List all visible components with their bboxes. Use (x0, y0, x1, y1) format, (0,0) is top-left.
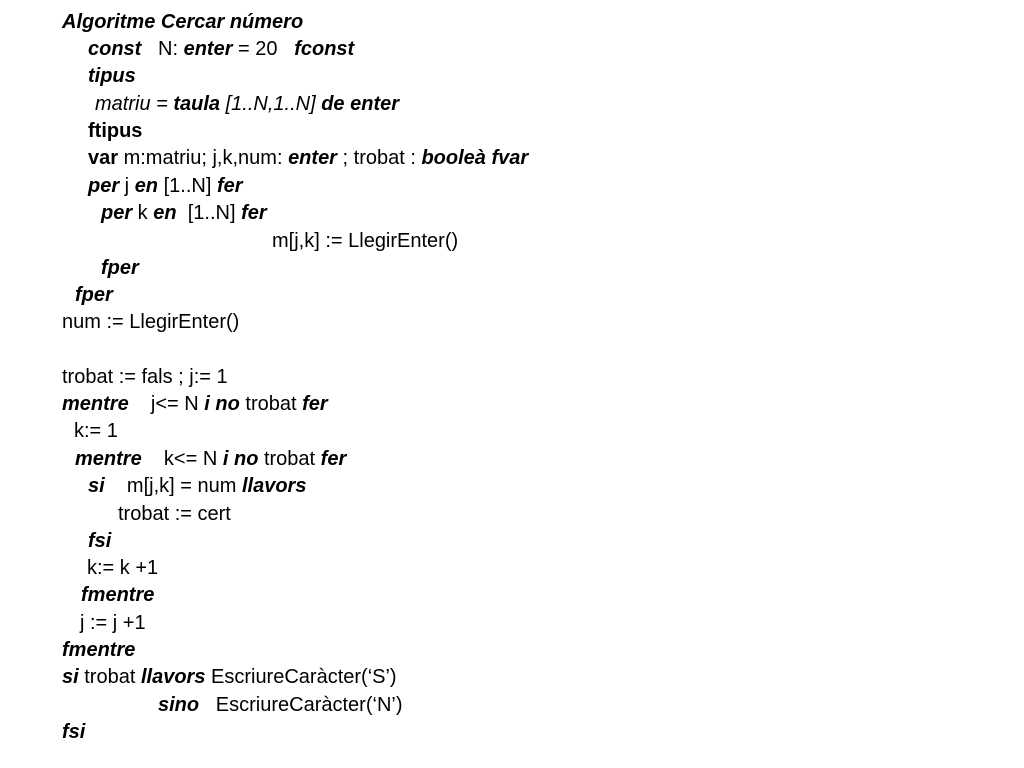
code-line (88, 37, 354, 61)
code-line (88, 119, 142, 143)
code-text: m[j,k] := LlegirEnter() (272, 230, 459, 252)
code-text: [1..N] (158, 175, 217, 197)
keyword: mentre (75, 448, 142, 470)
keyword: const (88, 38, 142, 60)
keyword: de enter (321, 93, 400, 115)
code-line (62, 365, 228, 389)
code-text: matriu = (95, 93, 174, 115)
code-line (75, 447, 346, 471)
code-line (87, 556, 158, 580)
keyword: fer (216, 175, 243, 197)
code-line (81, 583, 154, 607)
code-line (62, 10, 303, 34)
code-text: num := LlegirEnter() (62, 311, 240, 333)
code-line (75, 283, 113, 307)
code-text: [1..N,1..N] (220, 93, 322, 115)
keyword: tipus (88, 65, 136, 87)
code-line (95, 92, 399, 116)
code-text: j (119, 175, 135, 197)
code-line (272, 229, 458, 253)
keyword: fer (320, 448, 347, 470)
code-text: [1..N] (176, 202, 242, 224)
keyword: llavors (140, 666, 206, 688)
code-line (80, 611, 146, 635)
keyword: taula (173, 93, 221, 115)
code-line (62, 392, 328, 416)
keyword: fsi (88, 530, 112, 552)
code-line (101, 201, 267, 225)
keyword: per (101, 202, 133, 224)
code-line (88, 174, 243, 198)
keyword: fper (101, 257, 139, 279)
code-text: k<= N (141, 448, 223, 470)
code-line (118, 502, 231, 526)
keyword: Algoritme Cercar número (62, 11, 304, 33)
code-text: = 20 (232, 38, 295, 60)
code-text: k:= 1 (74, 420, 118, 442)
code-text: N: (141, 38, 184, 60)
code-text: k (132, 202, 154, 224)
code-line (88, 474, 306, 498)
keyword: fmentre (62, 639, 136, 661)
code-text: ; trobat : (336, 147, 422, 169)
keyword: fper (75, 284, 113, 306)
code-line (101, 256, 139, 280)
code-text: m[j,k] = num (104, 475, 242, 497)
keyword: ftipus (88, 120, 143, 142)
keyword: i no (204, 393, 240, 415)
keyword: mentre (62, 393, 129, 415)
keyword: en (134, 175, 159, 197)
code-text: trobat (78, 666, 141, 688)
code-line (62, 665, 397, 689)
keyword: fer (302, 393, 328, 415)
keyword: var (88, 147, 119, 169)
code-text: EscriureCaràcter(‘S’) (205, 666, 397, 688)
keyword: per (88, 175, 120, 197)
code-line (74, 419, 118, 443)
keyword: fsi (62, 721, 86, 743)
keyword: sino (158, 694, 200, 716)
code-line (62, 310, 239, 334)
keyword: booleà fvar (421, 147, 529, 169)
keyword: fmentre (81, 584, 155, 606)
code-text: k:= k +1 (87, 557, 159, 579)
code-text: EscriureCaràcter(‘N’) (199, 694, 403, 716)
code-text: j := j +1 (80, 612, 146, 634)
keyword: i no (222, 448, 259, 470)
keyword: si (62, 666, 79, 688)
code-text: j<= N (128, 393, 205, 415)
keyword: fer (241, 202, 267, 224)
code-line (62, 638, 135, 662)
code-text: trobat (258, 448, 321, 470)
keyword: llavors (241, 475, 307, 497)
code-text: trobat := fals ; j:= 1 (62, 366, 228, 388)
code-text: trobat (239, 393, 303, 415)
code-line (88, 64, 136, 88)
keyword: enter (288, 147, 337, 169)
keyword: enter (183, 38, 233, 60)
keyword: si (88, 475, 105, 497)
code-line (88, 529, 111, 553)
code-line (88, 146, 528, 170)
code-line (62, 720, 85, 744)
keyword: fconst (294, 38, 355, 60)
code-text: m:matriu; j,k,num: (118, 147, 289, 169)
code-line (158, 693, 402, 717)
keyword: en (153, 202, 177, 224)
code-text: trobat := cert (118, 503, 231, 525)
